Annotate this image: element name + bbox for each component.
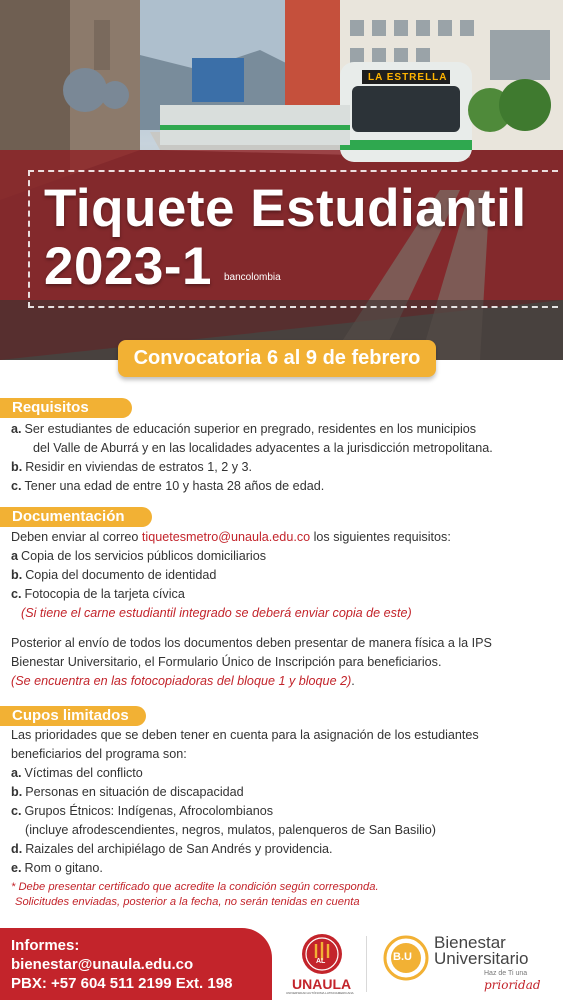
cupos-list [11, 726, 556, 910]
email-link[interactable]: tiquetesmetro@unaula.edu.co [141, 530, 311, 544]
documentacion-intro: Deben enviar al correo tiquetesmetro@unaula.edu.co los siguientes requisitos: [11, 530, 451, 544]
list-item-continuation: del Valle de Aburrá y en las localidades adyacentes a la jurisdicción metropolitana. [33, 441, 493, 455]
cupos-intro-line-1: Las prioridades que se deben tener en cuenta para la asignación de los estudiantes [11, 728, 479, 742]
train-destination-sign: LA ESTRELLA [368, 72, 448, 83]
requisitos-list [11, 420, 556, 496]
section-requisitos-title: Requisitos [0, 398, 132, 418]
section-cupos-title: Cupos limitados [0, 706, 146, 726]
title-line-1: Tiquete Estudiantil [44, 179, 527, 238]
documentacion-list [11, 528, 556, 691]
list-item: b. Copia del documento de identidad [11, 568, 217, 582]
convocatoria-badge: Convocatoria 6 al 9 de febrero [118, 340, 436, 377]
informes-label: Informes: [11, 937, 80, 954]
list-item: b. Personas en situación de discapacidad [11, 785, 244, 799]
list-item: d. Raizales del archipiélago de San Andrés y providencia. [11, 842, 333, 856]
list-item: c. Grupos Étnicos: Indígenas, Afrocolombianos [11, 804, 274, 818]
cupos-intro-line-2: beneficiarios del programa son: [11, 747, 187, 761]
unaula-logo: AL UNAULA UNIVERSIDAD AUTÓNOMA LATINOAMERICANA [286, 930, 358, 996]
list-item: b. Residir en viviendas de estratos 1, 2 y 3. [11, 460, 253, 474]
hero-banner [0, 0, 563, 360]
contact-phone[interactable]: PBX: +57 604 511 2199 Ext. 198 [11, 975, 233, 992]
contact-footer [0, 928, 272, 1000]
documentacion-post-line-2: Bienestar Universitario, el Formulario Único de Inscripción para beneficiarios. [11, 655, 442, 669]
contact-email[interactable]: bienestar@unaula.edu.co [11, 956, 194, 973]
bienestar-universitario-logo: B.U Bienestar Universitario Haz de Ti una prioridad [380, 928, 560, 994]
list-item: a. Ser estudiantes de educación superior en pregrado, residentes en los municipios [11, 422, 477, 436]
documentacion-post-note: (Se encuentra en las fotocopiadoras del bloque 1 y bloque 2). [11, 674, 355, 688]
section-documentacion-title: Documentación [0, 507, 152, 527]
cupos-note-2: Solicitudes enviadas, posterior a la fecha, no serán tenidas en cuenta [15, 896, 360, 908]
logo-divider [366, 936, 367, 992]
list-item: c. Fotocopia de la tarjeta cívica [11, 587, 185, 601]
title-line-2: 2023-1 [44, 237, 213, 296]
billboard-text: bancolombia [224, 272, 281, 283]
documentacion-post-line-1: Posterior al envío de todos los documentos deben presentar de manera física a la IPS [11, 636, 492, 650]
page-title [44, 180, 527, 296]
list-item: c. Tener una edad de entre 10 y hasta 28 años de edad. [11, 479, 325, 493]
list-item-continuation: (incluye afrodescendientes, negros, mulatos, palenqueros de San Basilio) [25, 823, 436, 837]
documentacion-note: (Si tiene el carne estudiantil integrado se deberá enviar copia de este) [21, 606, 412, 620]
list-item: e. Rom o gitano. [11, 861, 103, 875]
list-item: a. Víctimas del conflicto [11, 766, 143, 780]
list-item: a Copia de los servicios públicos domiciliarios [11, 549, 266, 563]
cupos-note-1: * Debe presentar certificado que acredite la condición según corresponda. [11, 881, 379, 893]
